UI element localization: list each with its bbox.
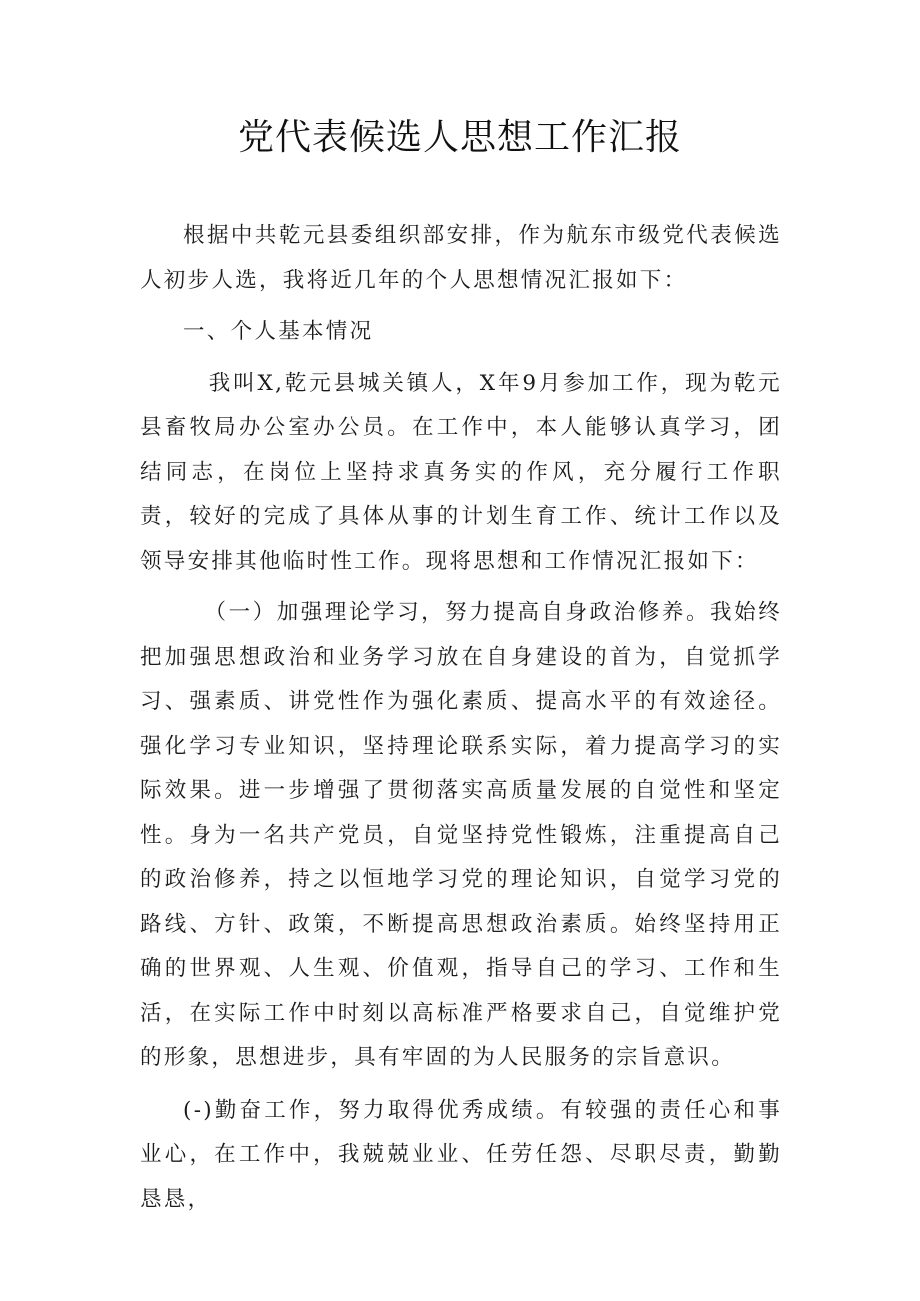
diligent-work-paragraph: (-)勤奋工作，努力取得优秀成绩。有较强的责任心和事业心，在工作中，我兢兢业业、任劳任怨、尽职尽责，勤勤恳恳，: [140, 1097, 782, 1212]
document-title: 党代表候选人思想工作汇报: [237, 117, 682, 158]
basic-info-paragraph: 我叫X,乾元县城关镇人，X年9月参加工作，现为乾元县畜牧局办公室办公员。在工作中，本人能够认真学习，团结同志，在岗位上坚持求真务实的作风，充分履行工作职责，较好的完成了具体从事的计划生育工作、统计工作以及领导安排其他临时性工作。现将思想和工作情况汇报如下：: [140, 370, 782, 574]
theory-study-paragraph: （一）加强理论学习，努力提高自身政治修养。我始终把加强思想政治和业务学习放在自身建设的首为，自觉抓学习、强素质、讲党性作为强化素质、提高水平的有效途径。强化学习专业知识，坚持理论联系实际，着力提高学习的实际效果。进一步增强了贯彻落实高质量发展的自觉性和坚定性。身为一名共产党员，自觉坚持党性锻炼，注重提高自己的政治修养，持之以恒地学习党的理论知识，自觉学习党的路线、方针、政策，不断提高思想政治素质。始终坚持用正确的世界观、人生观、价值观，指导自己的学习、工作和生活，在实际工作中时刻以高标准严格要求自己，自觉维护党的形象，思想进步，具有牢固的为人民服务的宗旨意识。: [140, 600, 782, 1070]
section-heading-basic-info: 一、个人基本情况: [183, 319, 374, 344]
document-body: [140, 214, 782, 1222]
intro-paragraph: 根据中共乾元县委组织部安排，作为航东市级党代表候选人初步人选，我将近几年的个人思想情况汇报如下：: [140, 223, 782, 293]
